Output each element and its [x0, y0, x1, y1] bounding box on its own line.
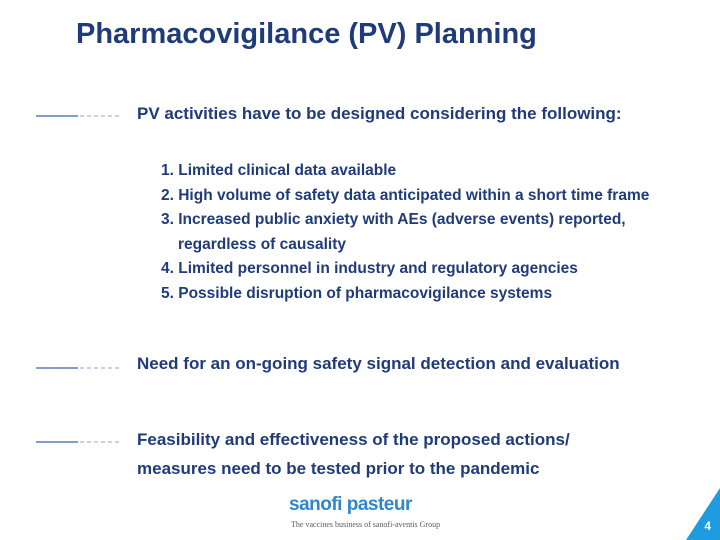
bullet-line-icon [36, 113, 120, 119]
corner-triangle [686, 488, 720, 540]
bullet-line-icon [36, 365, 120, 371]
list-item: 4. Limited personnel in industry and regulatory agencies [161, 260, 578, 277]
logo-name: sanofi pasteur [289, 494, 412, 515]
list-item: 5. Possible disruption of pharmacovigilance systems [161, 284, 553, 302]
list-item: 2. High volume of safety data anticipated within a short time frame [161, 186, 650, 204]
bullet-signal-detection: Need for an on-going safety signal detection and evaluation [137, 354, 620, 373]
list-item: 3. Increased public anxiety with AEs (adverse events) reported, regardless of causality [161, 211, 626, 253]
list-item: 1. Limited clinical data available [161, 162, 397, 179]
bullet-line-icon [36, 439, 120, 445]
sanofi-pasteur-logo [289, 494, 441, 534]
bullet-feasibility: Feasibility and effectiveness of the proposed actions/ measures need to be tested prior to the pandemic [137, 430, 570, 478]
slide-title: Pharmacovigilance (PV) Planning [76, 18, 537, 50]
numbered-list [161, 159, 701, 306]
bullet-pv-activities: PV activities have to be designed considering the following: [137, 104, 622, 123]
page-number: 4 [704, 519, 711, 533]
logo-tagline: The vaccines business of sanofi-aventis Group [291, 520, 441, 529]
